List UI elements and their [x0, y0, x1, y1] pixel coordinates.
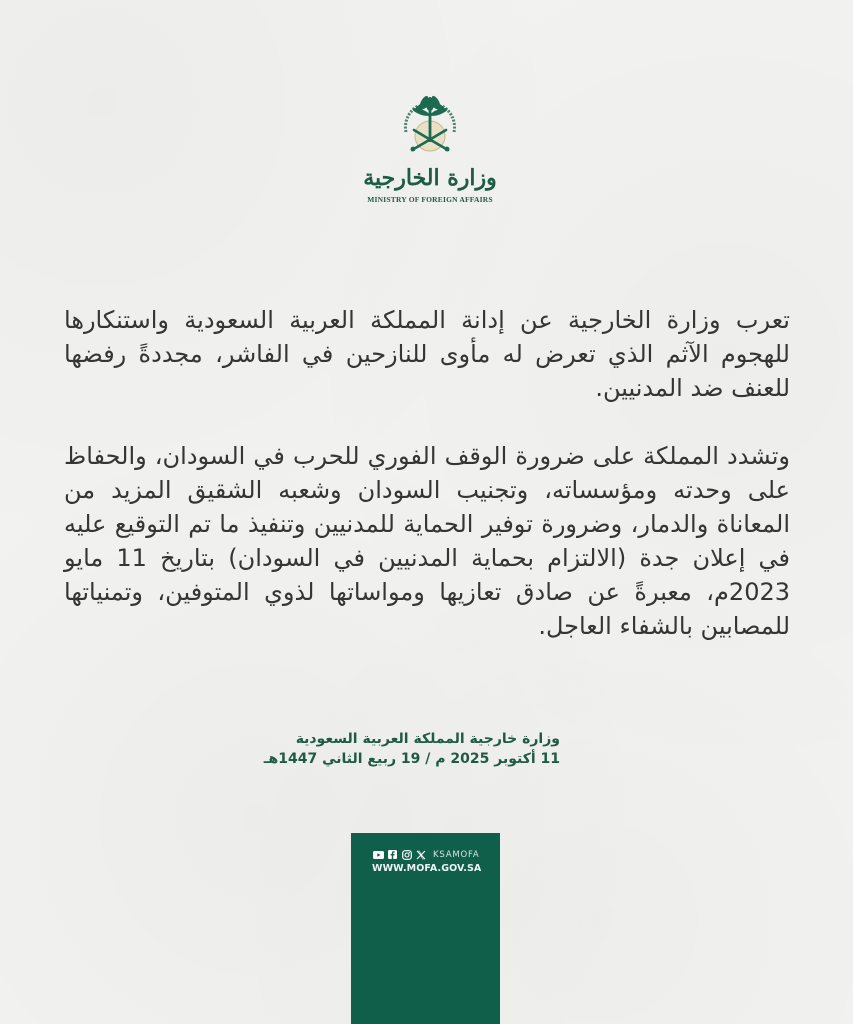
statement-paragraph-2: وتشدد المملكة على ضرورة الوقف الفوري للحرب في السودان، والحفاظ على وحدته ومؤسساته، وتجنيب السودان وشعبه الشقيق المزيد من المعاناة والدمار، وضرورة توفير الحماية للمدنيين وتنفيذ ما تم التوقيع عليه في إعلان جدة (الالتزام بحماية المدنيين في السودان) بتاريخ 11 مايو 2023م، معبرةً عن صادق تعازيها ومواساتها لذوي المتوفين، وتمنياتها للمصابين بالشفاء العاجل. [64, 442, 790, 640]
instagram-icon[interactable] [401, 850, 412, 859]
website-link[interactable]: WWW.MOFA.GOV.SA [372, 863, 482, 874]
signature-block [260, 729, 560, 769]
signature-issuer: وزارة خارجية المملكة العربية السعودية [295, 731, 560, 747]
saudi-emblem-icon [396, 92, 464, 164]
ministry-logo [360, 92, 500, 214]
facebook-icon[interactable] [387, 850, 398, 859]
youtube-icon[interactable] [373, 850, 384, 859]
signature-date: 11 أكتوبر 2025 م / 19 ربيع الثاني 1447هـ [263, 751, 560, 767]
footer-contact-box [351, 833, 500, 1024]
x-icon[interactable] [415, 850, 426, 859]
logo-english-name: MINISTRY OF FOREIGN AFFAIRS [367, 195, 493, 204]
statement-paragraph-1: تعرب وزارة الخارجية عن إدانة المملكة العربية السعودية واستنكارها للهجوم الآثم الذي تعرض له مأوى للنازحين في الفاشر، مجددةً رفضها للعنف ضد المدنيين. [64, 306, 790, 402]
social-handle[interactable]: KSAMOFA [433, 849, 480, 860]
statement-body [64, 303, 790, 643]
logo-arabic-name: وزارة الخارجية [363, 165, 497, 191]
social-links [373, 849, 480, 860]
